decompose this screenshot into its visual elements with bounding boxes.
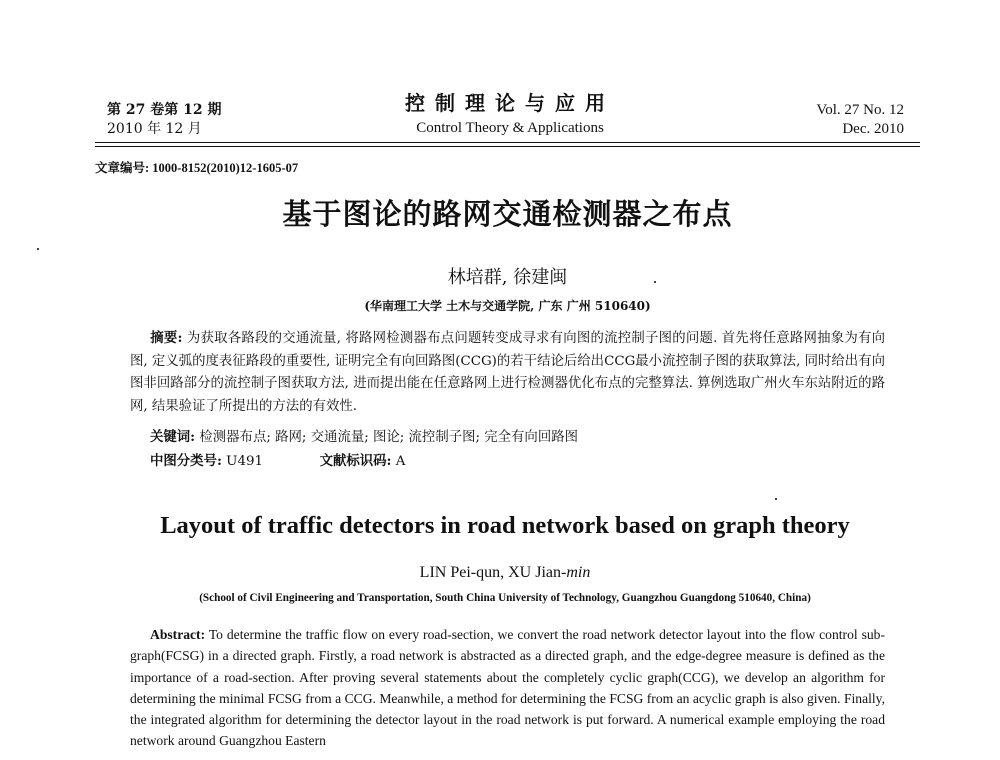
date-en: Dec. 2010 [842,121,904,137]
journal-title-cn: 控制理论与应用 [405,91,615,115]
scan-speck [37,248,39,250]
paper-title-cn: 基于图论的路网交通检测器之布点 [282,197,733,231]
keywords-label-cn: 关键词: [150,429,196,445]
class-label: 中图分类号: [150,453,222,469]
header-right [816,101,904,139]
header-center [360,90,660,139]
date-cn: 2010 年 12 月 [107,121,202,137]
keywords-cn [150,427,578,448]
header-left [107,101,221,139]
abstract-label-en: Abstract: [150,627,206,642]
article-number: 文章编号: 1000-8152(2010)12-1605-07 [95,161,299,175]
doc-code-value: A [395,454,406,469]
journal-title-en: Control Theory & Applications [416,120,604,136]
abstract-cn [130,327,885,418]
header-rule-thin [95,146,920,147]
scan-speck [654,281,656,283]
affiliation-cn: (华南理工大学 土木与交通学院, 广东 广州 510640) [364,299,651,313]
scan-speck [775,498,777,500]
doc-code-label: 文献标识码: [319,453,392,469]
volume-issue-en: Vol. 27 No. 12 [816,102,904,118]
abstract-text-en: To determine the traffic flow on every road-section, we convert the road network detector layout into the flow control sub-graph(FCSG) in a directed graph. Firstly, a road network is abstracted as a directed graph, and the edge-degree measure is defined as the importance of a road-section. After proving several statements about the completely cyclic graph(CCG), we develop an algorithm for determining the minimal FCSG from a CCG. Meanwhile, a method for determining the FCSG from an acyclic graph is also given. Finally, the integrated algorithm for determining the detector layout in the road network is put forward. A numerical example employing the road network around Guangzhou Eastern [130,627,885,749]
classification-cn [150,451,405,472]
paper-title-en: Layout of traffic detectors in road network based on graph theory [160,512,850,539]
authors-en-italic: min [566,564,591,581]
authors-en-text: LIN Pei-qun, XU Jian- [419,564,567,581]
abstract-text-cn: 为获取各路段的交通流量, 将路网检测器布点问题转变成寻求有向图的流控制子图的问题. 首先将任意路网抽象为有向图, 定义弧的度表征路段的重要性, 证明完全有向回路图(CCG)的若干结论后给出CCG最小流控制子图的获取算法, 同时给出有向图非回路部分的流控制子图获取方法, 进而提出能在任意路网上进行检测器优化布点的完整算法. 算例选取广州火车东站附近的路网, 结果验证了所提出的方法的有效性. [130,331,885,414]
authors-en [0,564,1000,582]
volume-issue-cn: 第 27 卷第 12 期 [107,102,222,118]
abstract-en [130,624,885,752]
authors-cn: 林培群, 徐建闽 [447,267,568,288]
abstract-label-cn: 摘要: [150,330,183,346]
class-value: U491 [226,454,264,469]
affiliation-en: (School of Civil Engineering and Transportation, South China University of Technology, Guangzhou Guangdong 510640, China) [199,592,811,604]
header-rule-thick [95,142,920,143]
keywords-text-cn: 检测器布点; 路网; 交通流量; 图论; 流控制子图; 完全有向回路图 [199,430,578,445]
